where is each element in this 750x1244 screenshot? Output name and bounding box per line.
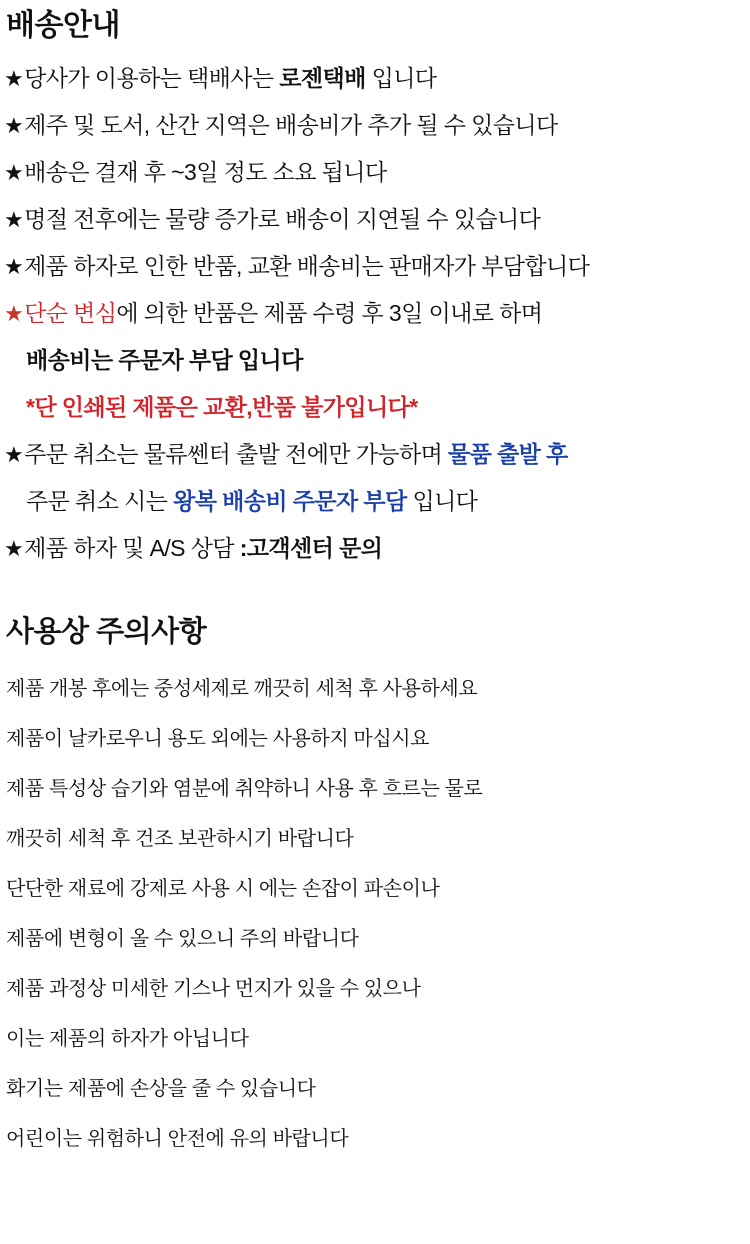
star-icon: ★ (4, 113, 24, 138)
delivery-notice-text: *단 인쇄된 제품은 교환,반품 불가입니다* (26, 394, 418, 420)
caution-item: 제품에 변형이 올 수 있으니 주의 바랍니다 (6, 927, 359, 950)
delivery-notice-item (4, 55, 750, 102)
caution-block (0, 614, 750, 1164)
delivery-notice-item (4, 290, 750, 337)
delivery-notice-list (0, 45, 750, 572)
delivery-notice-item (4, 431, 750, 478)
delivery-notice-text: 제품 하자로 인한 반품, 교환 배송비는 판매자가 부담합니다 (24, 253, 590, 279)
star-icon: ★ (4, 254, 24, 279)
delivery-notice-item (4, 196, 750, 243)
star-icon: ★ (4, 536, 24, 561)
delivery-notice-item (4, 478, 750, 525)
delivery-notice-text: 명절 전후에는 물량 증가로 배송이 지연될 수 있습니다 (24, 206, 541, 232)
delivery-notice-text: 배송은 결재 후 ~3일 정도 소요 됩니다 (24, 159, 387, 185)
caution-item: 깨끗히 세척 후 건조 보관하시기 바랍니다 (6, 827, 354, 850)
caution-item: 단단한 재료에 강제로 사용 시 에는 손잡이 파손이나 (6, 877, 440, 900)
delivery-notice-item (4, 337, 750, 384)
caution-item: 제품 개봉 후에는 중성세제로 깨끗히 세척 후 사용하세요 (6, 677, 478, 700)
delivery-notice-text: 입니다 (365, 65, 437, 91)
caution-item: 제품 과정상 미세한 기스나 먼지가 있을 수 있으나 (6, 977, 421, 1000)
delivery-notice-text: 단순 변심 (24, 300, 117, 326)
caution-item: 화기는 제품에 손상을 줄 수 있습니다 (6, 1077, 316, 1100)
delivery-notice-text: 물품 출발 후 (448, 441, 568, 467)
delivery-notice-text: 주문 취소 시는 (26, 488, 174, 514)
delivery-notice-item (4, 149, 750, 196)
page-title: 배송안내 (6, 9, 120, 42)
delivery-notice-text: 주문 취소는 물류쎈터 출발 전에만 가능하며 (24, 441, 448, 467)
caution-title: 사용상 주의사항 (6, 616, 207, 648)
caution-item: 제품이 날카로우니 용도 외에는 사용하지 마십시요 (6, 727, 430, 750)
caution-item: 이는 제품의 하자가 아닙니다 (6, 1027, 249, 1050)
star-icon: ★ (4, 207, 24, 232)
star-icon: ★ (4, 66, 24, 91)
delivery-notice-text: 에 의한 반품은 제품 수령 후 3일 이내로 하며 (116, 300, 543, 326)
caution-item: 어린이는 위험하니 안전에 유의 바랍니다 (6, 1127, 349, 1150)
delivery-notice-text: 당사가 이용하는 택배사는 (24, 65, 280, 91)
delivery-notice-item (4, 102, 750, 149)
delivery-notice-text: 왕복 배송비 주문자 부담 (173, 488, 407, 514)
delivery-notice-item (4, 525, 750, 572)
star-icon: ★ (4, 160, 24, 185)
delivery-notice-text: 로젠택배 (279, 65, 366, 91)
delivery-notice-item (4, 243, 750, 290)
delivery-notice-text: :고객센터 문의 (239, 535, 383, 561)
star-icon: ★ (4, 442, 24, 467)
caution-list (4, 664, 750, 1164)
delivery-notice-text: 배송비는 주문자 부담 입니다 (26, 347, 303, 373)
caution-item: 제품 특성상 습기와 염분에 취약하니 사용 후 흐르는 물로 (6, 777, 483, 800)
delivery-notice-text: 제품 하자 및 A/S 상담 (24, 535, 240, 561)
star-icon: ★ (4, 301, 24, 326)
delivery-notice-text: 제주 및 도서, 산간 지역은 배송비가 추가 될 수 있습니다 (24, 112, 558, 138)
delivery-notice-text: 입니다 (406, 488, 478, 514)
delivery-notice-item (4, 384, 750, 431)
